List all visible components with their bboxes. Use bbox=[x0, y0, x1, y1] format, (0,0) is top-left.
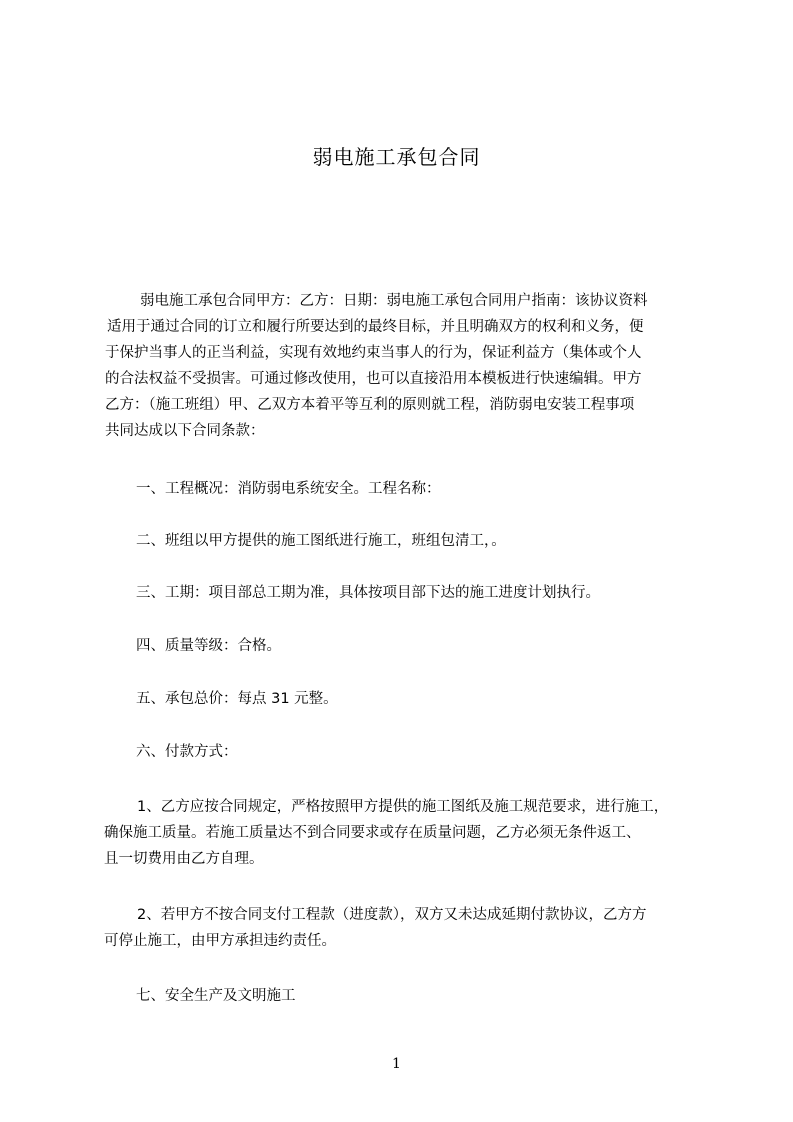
intro-line: 适用于通过合同的订立和履行所要达到的最终目标，并且明确双方的权利和义务，便 bbox=[107, 319, 644, 335]
payment-item-2 bbox=[104, 902, 724, 954]
payment-item-1 bbox=[104, 794, 724, 872]
intro-paragraph bbox=[105, 288, 705, 444]
intro-line: 的合法权益不受损害。可通过修改使用，也可以直接沿用本模板进行快速编辑。甲方 bbox=[105, 371, 642, 387]
clause-project-overview: 一、工程概况：消防弱电系统安全。工程名称： bbox=[136, 481, 441, 497]
paragraph-line: 可停止施工，由甲方承担违约责任。 bbox=[104, 933, 336, 949]
intro-line: 弱电施工承包合同甲方：乙方：日期：弱电施工承包合同用户指南：该协议资料 bbox=[140, 293, 648, 309]
paragraph-line: 且一切费用由乙方自理。 bbox=[104, 851, 264, 867]
paragraph-line: 1、乙方应按合同规定，严格按照甲方提供的施工图纸及施工规范要求，进行施工， bbox=[137, 799, 669, 815]
clause-safety-production: 七、安全生产及文明施工 bbox=[136, 988, 296, 1004]
intro-line: 乙方：（施工班组）甲、乙双方本着平等互利的原则就工程，消防弱电安装工程事项 bbox=[105, 397, 635, 413]
clause-construction-scope: 二、班组以甲方提供的施工图纸进行施工，班组包清工，。 bbox=[136, 533, 506, 549]
intro-line: 共同达成以下合同条款： bbox=[105, 423, 265, 439]
clause-schedule: 三、工期：项目部总工期为准，具体按项目部下达的施工进度计划执行。 bbox=[136, 585, 600, 601]
page-number: 1 bbox=[392, 1056, 401, 1072]
intro-line: 于保护当事人的正当利益，实现有效地约束当事人的行为，保证利益方（集体或个人 bbox=[105, 345, 642, 361]
clause-quality-grade: 四、质量等级：合格。 bbox=[136, 638, 281, 654]
page-title: 弱电施工承包合同 bbox=[312, 145, 481, 169]
clause-total-price: 五、承包总价：每点 31 元整。 bbox=[136, 691, 338, 707]
clause-payment-method: 六、付款方式： bbox=[136, 744, 238, 760]
paragraph-line: 确保施工质量。若施工质量达不到合同要求或存在质量问题，乙方必须无条件返工、 bbox=[104, 825, 641, 841]
paragraph-line: 2、若甲方不按合同支付工程款（进度款），双方又未达成延期付款协议，乙方方 bbox=[137, 907, 647, 923]
